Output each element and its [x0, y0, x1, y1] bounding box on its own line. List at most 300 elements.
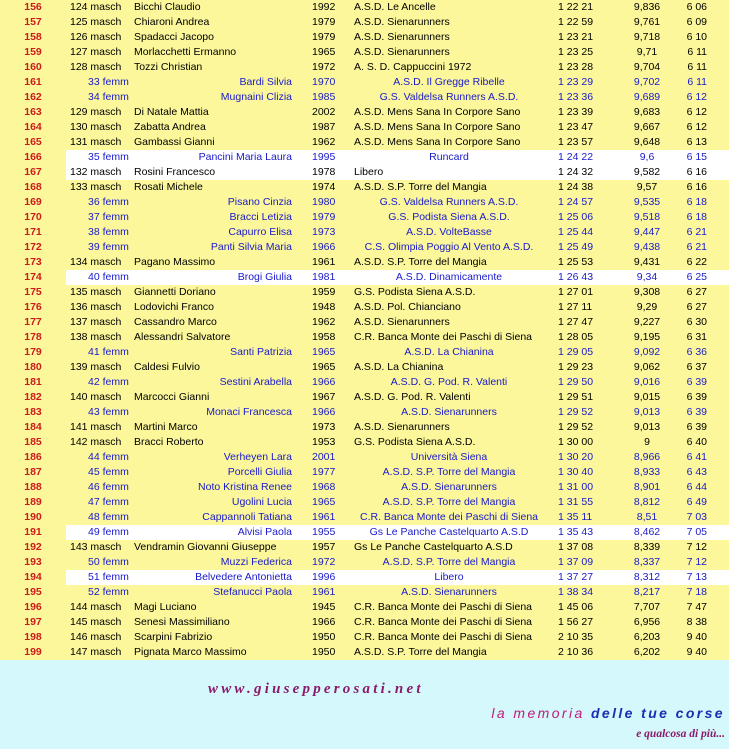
- team-cell: Gs Le Panche Castelquarto A.S.D: [350, 540, 548, 555]
- category-cell: 127 masch: [66, 45, 132, 60]
- time-cell: 1 23 39: [548, 105, 620, 120]
- speed-cell: 9,704: [620, 60, 674, 75]
- speed-cell: 9,195: [620, 330, 674, 345]
- speed-cell: 8,217: [620, 585, 674, 600]
- team-cell: A. S. D. Cappuccini 1972: [350, 60, 548, 75]
- position-cell: 177: [0, 315, 66, 330]
- name-cell: Lodovichi Franco: [132, 300, 306, 315]
- team-cell: A.S.D. Il Gregge Ribelle: [350, 75, 548, 90]
- position-cell: 161: [0, 75, 66, 90]
- category-cell: 125 masch: [66, 15, 132, 30]
- footer: [0, 668, 729, 749]
- time-cell: 1 23 36: [548, 90, 620, 105]
- team-cell: C.R. Banca Monte dei Paschi di Siena: [350, 600, 548, 615]
- time-cell: 1 30 20: [548, 450, 620, 465]
- category-cell: 36 femm: [66, 195, 132, 210]
- speed-cell: 9,761: [620, 15, 674, 30]
- name-cell: Muzzi Federica: [132, 555, 306, 570]
- position-cell: 180: [0, 360, 66, 375]
- team-cell: Gs Le Panche Castelquarto A.S.D: [350, 525, 548, 540]
- position-cell: 173: [0, 255, 66, 270]
- team-cell: C.R. Banca Monte dei Paschi di Siena: [350, 615, 548, 630]
- name-cell: Alvisi Paola: [132, 525, 306, 540]
- category-cell: 124 masch: [66, 0, 132, 15]
- table-row: [0, 630, 729, 645]
- position-cell: 158: [0, 30, 66, 45]
- category-cell: 39 femm: [66, 240, 132, 255]
- category-cell: 138 masch: [66, 330, 132, 345]
- team-cell: A.S.D. Dinamicamente: [350, 270, 548, 285]
- position-cell: 189: [0, 495, 66, 510]
- pace-cell: 6 10: [674, 30, 729, 45]
- team-cell: Libero: [350, 570, 548, 585]
- year-cell: 1981: [306, 270, 350, 285]
- pace-cell: 6 21: [674, 240, 729, 255]
- position-cell: 191: [0, 525, 66, 540]
- name-cell: Sestini Arabella: [132, 375, 306, 390]
- year-cell: 1962: [306, 315, 350, 330]
- position-cell: 184: [0, 420, 66, 435]
- category-cell: 135 masch: [66, 285, 132, 300]
- team-cell: Runcard: [350, 150, 548, 165]
- category-cell: 134 masch: [66, 255, 132, 270]
- name-cell: Belvedere Antonietta: [132, 570, 306, 585]
- pace-cell: 6 09: [674, 15, 729, 30]
- year-cell: 1955: [306, 525, 350, 540]
- pace-cell: 6 31: [674, 330, 729, 345]
- year-cell: 1959: [306, 285, 350, 300]
- table-row: [0, 600, 729, 615]
- name-cell: Di Natale Mattia: [132, 105, 306, 120]
- team-cell: A.S.D. VolteBasse: [350, 225, 548, 240]
- year-cell: 1965: [306, 360, 350, 375]
- time-cell: 1 38 34: [548, 585, 620, 600]
- category-cell: 50 femm: [66, 555, 132, 570]
- name-cell: Spadacci Jacopo: [132, 30, 306, 45]
- time-cell: 1 24 38: [548, 180, 620, 195]
- team-cell: G.S. Podista Siena A.S.D.: [350, 285, 548, 300]
- time-cell: 1 23 57: [548, 135, 620, 150]
- speed-cell: 9,6: [620, 150, 674, 165]
- name-cell: Verheyen Lara: [132, 450, 306, 465]
- category-cell: 49 femm: [66, 525, 132, 540]
- name-cell: Magi Luciano: [132, 600, 306, 615]
- team-cell: A.S.D. Le Ancelle: [350, 0, 548, 15]
- speed-cell: 9,582: [620, 165, 674, 180]
- pace-cell: 6 16: [674, 165, 729, 180]
- position-cell: 171: [0, 225, 66, 240]
- pace-cell: 6 06: [674, 0, 729, 15]
- team-cell: A.S.D. Sienarunners: [350, 420, 548, 435]
- time-cell: 1 23 29: [548, 75, 620, 90]
- table-row: [0, 105, 729, 120]
- speed-cell: 8,462: [620, 525, 674, 540]
- pace-cell: 7 47: [674, 600, 729, 615]
- name-cell: Chiaroni Andrea: [132, 15, 306, 30]
- position-cell: 195: [0, 585, 66, 600]
- team-cell: A.S.D. S.P. Torre del Mangia: [350, 255, 548, 270]
- pace-cell: 6 43: [674, 465, 729, 480]
- year-cell: 1966: [306, 615, 350, 630]
- table-row: [0, 60, 729, 75]
- team-cell: G.S. Podista Siena A.S.D.: [350, 435, 548, 450]
- year-cell: 1962: [306, 135, 350, 150]
- speed-cell: 9,016: [620, 375, 674, 390]
- position-cell: 193: [0, 555, 66, 570]
- table-row: [0, 540, 729, 555]
- position-cell: 175: [0, 285, 66, 300]
- table-row: [0, 90, 729, 105]
- team-cell: A.S.D. Sienarunners: [350, 15, 548, 30]
- pace-cell: 6 12: [674, 120, 729, 135]
- team-cell: G.S. Valdelsa Runners A.S.D.: [350, 195, 548, 210]
- year-cell: 1992: [306, 0, 350, 15]
- time-cell: 1 30 00: [548, 435, 620, 450]
- year-cell: 1979: [306, 15, 350, 30]
- table-row: [0, 405, 729, 420]
- speed-cell: 9,535: [620, 195, 674, 210]
- year-cell: 1974: [306, 180, 350, 195]
- time-cell: 1 23 47: [548, 120, 620, 135]
- table-row: [0, 330, 729, 345]
- year-cell: 1996: [306, 570, 350, 585]
- pace-cell: 6 27: [674, 285, 729, 300]
- time-cell: 1 24 22: [548, 150, 620, 165]
- year-cell: 1972: [306, 60, 350, 75]
- year-cell: 1978: [306, 165, 350, 180]
- category-cell: 129 masch: [66, 105, 132, 120]
- pace-cell: 6 11: [674, 60, 729, 75]
- name-cell: Brogi Giulia: [132, 270, 306, 285]
- time-cell: 1 23 21: [548, 30, 620, 45]
- table-row: [0, 345, 729, 360]
- year-cell: 1961: [306, 255, 350, 270]
- name-cell: Giannetti Doriano: [132, 285, 306, 300]
- team-cell: A.S.D. Mens Sana In Corpore Sano: [350, 105, 548, 120]
- time-cell: 1 22 21: [548, 0, 620, 15]
- team-cell: A.S.D. Sienarunners: [350, 405, 548, 420]
- name-cell: Rosati Michele: [132, 180, 306, 195]
- team-cell: A.S.D. G. Pod. R. Valenti: [350, 375, 548, 390]
- speed-cell: 6,202: [620, 645, 674, 660]
- speed-cell: 9,57: [620, 180, 674, 195]
- team-cell: A.S.D. La Chianina: [350, 360, 548, 375]
- table-row: [0, 210, 729, 225]
- speed-cell: 9,718: [620, 30, 674, 45]
- position-cell: 178: [0, 330, 66, 345]
- year-cell: 1966: [306, 375, 350, 390]
- position-cell: 165: [0, 135, 66, 150]
- pace-cell: 7 05: [674, 525, 729, 540]
- team-cell: C.R. Banca Monte dei Paschi di Siena: [350, 330, 548, 345]
- name-cell: Bicchi Claudio: [132, 0, 306, 15]
- pace-cell: 6 15: [674, 150, 729, 165]
- position-cell: 159: [0, 45, 66, 60]
- year-cell: 1945: [306, 600, 350, 615]
- position-cell: 172: [0, 240, 66, 255]
- category-cell: 38 femm: [66, 225, 132, 240]
- name-cell: Porcelli Giulia: [132, 465, 306, 480]
- category-cell: 35 femm: [66, 150, 132, 165]
- speed-cell: 9,438: [620, 240, 674, 255]
- name-cell: Morlacchetti Ermanno: [132, 45, 306, 60]
- time-cell: 1 30 40: [548, 465, 620, 480]
- name-cell: Stefanucci Paola: [132, 585, 306, 600]
- year-cell: 1961: [306, 585, 350, 600]
- position-cell: 196: [0, 600, 66, 615]
- pace-cell: 6 21: [674, 225, 729, 240]
- speed-cell: 9,447: [620, 225, 674, 240]
- time-cell: 1 29 52: [548, 420, 620, 435]
- time-cell: 1 31 55: [548, 495, 620, 510]
- category-cell: 128 masch: [66, 60, 132, 75]
- table-row: [0, 435, 729, 450]
- position-cell: 183: [0, 405, 66, 420]
- time-cell: 1 45 06: [548, 600, 620, 615]
- time-cell: 1 29 51: [548, 390, 620, 405]
- table-row: [0, 15, 729, 30]
- category-cell: 51 femm: [66, 570, 132, 585]
- time-cell: 1 22 59: [548, 15, 620, 30]
- year-cell: 1965: [306, 495, 350, 510]
- year-cell: 1966: [306, 240, 350, 255]
- table-row: [0, 510, 729, 525]
- pace-cell: 6 12: [674, 105, 729, 120]
- name-cell: Pignata Marco Massimo: [132, 645, 306, 660]
- team-cell: A.S.D. Pol. Chianciano: [350, 300, 548, 315]
- time-cell: 1 27 01: [548, 285, 620, 300]
- name-cell: Marcocci Gianni: [132, 390, 306, 405]
- speed-cell: 9,013: [620, 420, 674, 435]
- team-cell: C.S. Olimpia Poggio Al Vento A.S.D.: [350, 240, 548, 255]
- name-cell: Caldesi Fulvio: [132, 360, 306, 375]
- pace-cell: 6 16: [674, 180, 729, 195]
- year-cell: 1950: [306, 630, 350, 645]
- pace-cell: 6 22: [674, 255, 729, 270]
- time-cell: 1 29 23: [548, 360, 620, 375]
- name-cell: Martini Marco: [132, 420, 306, 435]
- time-cell: 1 25 44: [548, 225, 620, 240]
- team-cell: A.S.D. Sienarunners: [350, 315, 548, 330]
- position-cell: 166: [0, 150, 66, 165]
- pace-cell: 9 40: [674, 645, 729, 660]
- category-cell: 46 femm: [66, 480, 132, 495]
- position-cell: 157: [0, 15, 66, 30]
- position-cell: 156: [0, 0, 66, 15]
- team-cell: G.S. Valdelsa Runners A.S.D.: [350, 90, 548, 105]
- category-cell: 33 femm: [66, 75, 132, 90]
- name-cell: Tozzi Christian: [132, 60, 306, 75]
- category-cell: 47 femm: [66, 495, 132, 510]
- pace-cell: 7 12: [674, 540, 729, 555]
- team-cell: A.S.D. G. Pod. R. Valenti: [350, 390, 548, 405]
- position-cell: 176: [0, 300, 66, 315]
- table-row: [0, 150, 729, 165]
- time-cell: 1 24 57: [548, 195, 620, 210]
- time-cell: 2 10 36: [548, 645, 620, 660]
- time-cell: 1 28 05: [548, 330, 620, 345]
- position-cell: 170: [0, 210, 66, 225]
- table-row: [0, 450, 729, 465]
- pace-cell: 6 39: [674, 420, 729, 435]
- pace-cell: 6 30: [674, 315, 729, 330]
- category-cell: 44 femm: [66, 450, 132, 465]
- speed-cell: 9,702: [620, 75, 674, 90]
- speed-cell: 8,966: [620, 450, 674, 465]
- team-cell: A.S.D. S.P. Torre del Mangia: [350, 495, 548, 510]
- time-cell: 1 31 00: [548, 480, 620, 495]
- speed-cell: 9,34: [620, 270, 674, 285]
- name-cell: Cassandro Marco: [132, 315, 306, 330]
- team-cell: Università Siena: [350, 450, 548, 465]
- year-cell: 1987: [306, 120, 350, 135]
- table-row: [0, 120, 729, 135]
- speed-cell: 9,518: [620, 210, 674, 225]
- team-cell: A.S.D. S.P. Torre del Mangia: [350, 180, 548, 195]
- team-cell: A.S.D. La Chianina: [350, 345, 548, 360]
- table-row: [0, 645, 729, 660]
- category-cell: 37 femm: [66, 210, 132, 225]
- position-cell: 188: [0, 480, 66, 495]
- position-cell: 168: [0, 180, 66, 195]
- speed-cell: 7,707: [620, 600, 674, 615]
- table-row: [0, 585, 729, 600]
- name-cell: Zabatta Andrea: [132, 120, 306, 135]
- year-cell: 1979: [306, 30, 350, 45]
- speed-cell: 8,339: [620, 540, 674, 555]
- category-cell: 130 masch: [66, 120, 132, 135]
- name-cell: Santi Patrizia: [132, 345, 306, 360]
- position-cell: 198: [0, 630, 66, 645]
- year-cell: 1961: [306, 510, 350, 525]
- year-cell: 1985: [306, 90, 350, 105]
- tagline: [491, 705, 725, 721]
- position-cell: 182: [0, 390, 66, 405]
- table-row: [0, 525, 729, 540]
- table-row: [0, 285, 729, 300]
- position-cell: 163: [0, 105, 66, 120]
- speed-cell: 9,648: [620, 135, 674, 150]
- speed-cell: 8,337: [620, 555, 674, 570]
- category-cell: 139 masch: [66, 360, 132, 375]
- table-row: [0, 240, 729, 255]
- table-row: [0, 45, 729, 60]
- site-link[interactable]: www.giusepperosati.net: [208, 681, 424, 697]
- position-cell: 179: [0, 345, 66, 360]
- year-cell: 1973: [306, 420, 350, 435]
- position-cell: 190: [0, 510, 66, 525]
- year-cell: 1957: [306, 540, 350, 555]
- year-cell: 1965: [306, 345, 350, 360]
- speed-cell: 9,015: [620, 390, 674, 405]
- position-cell: 181: [0, 375, 66, 390]
- table-row: [0, 195, 729, 210]
- team-cell: A.S.D. Sienarunners: [350, 480, 548, 495]
- pace-cell: 6 39: [674, 405, 729, 420]
- tagline-sub: e qualcosa di più...: [636, 728, 725, 740]
- year-cell: 1972: [306, 555, 350, 570]
- pace-cell: 6 39: [674, 390, 729, 405]
- pace-cell: 6 18: [674, 195, 729, 210]
- team-cell: A.S.D. S.P. Torre del Mangia: [350, 645, 548, 660]
- pace-cell: 9 40: [674, 630, 729, 645]
- year-cell: 1966: [306, 405, 350, 420]
- table-row: [0, 135, 729, 150]
- category-cell: 145 masch: [66, 615, 132, 630]
- table-row: [0, 255, 729, 270]
- year-cell: 1979: [306, 210, 350, 225]
- speed-cell: 9,013: [620, 405, 674, 420]
- speed-cell: 9,227: [620, 315, 674, 330]
- position-cell: 185: [0, 435, 66, 450]
- position-cell: 192: [0, 540, 66, 555]
- table-row: [0, 495, 729, 510]
- speed-cell: 9,836: [620, 0, 674, 15]
- year-cell: 1953: [306, 435, 350, 450]
- category-cell: 43 femm: [66, 405, 132, 420]
- time-cell: 1 29 50: [548, 375, 620, 390]
- category-cell: 132 masch: [66, 165, 132, 180]
- category-cell: 48 femm: [66, 510, 132, 525]
- team-cell: A.S.D. Sienarunners: [350, 45, 548, 60]
- name-cell: Senesi Massimiliano: [132, 615, 306, 630]
- time-cell: 1 56 27: [548, 615, 620, 630]
- time-cell: 1 29 52: [548, 405, 620, 420]
- category-cell: 140 masch: [66, 390, 132, 405]
- pace-cell: 6 25: [674, 270, 729, 285]
- time-cell: 1 23 28: [548, 60, 620, 75]
- position-cell: 174: [0, 270, 66, 285]
- speed-cell: 9,689: [620, 90, 674, 105]
- category-cell: 143 masch: [66, 540, 132, 555]
- time-cell: 1 29 05: [548, 345, 620, 360]
- tagline-part1: la memoria: [491, 705, 585, 721]
- name-cell: Scarpini Fabrizio: [132, 630, 306, 645]
- year-cell: 1967: [306, 390, 350, 405]
- table-row: [0, 165, 729, 180]
- position-cell: 160: [0, 60, 66, 75]
- name-cell: Noto Kristina Renee: [132, 480, 306, 495]
- category-cell: 142 masch: [66, 435, 132, 450]
- table-row: [0, 300, 729, 315]
- pace-cell: 6 40: [674, 435, 729, 450]
- speed-cell: 9,431: [620, 255, 674, 270]
- speed-cell: 8,51: [620, 510, 674, 525]
- year-cell: 1948: [306, 300, 350, 315]
- year-cell: 1977: [306, 465, 350, 480]
- speed-cell: 8,312: [620, 570, 674, 585]
- table-row: [0, 555, 729, 570]
- year-cell: 2002: [306, 105, 350, 120]
- speed-cell: 9,29: [620, 300, 674, 315]
- table-row: [0, 390, 729, 405]
- team-cell: G.S. Podista Siena A.S.D.: [350, 210, 548, 225]
- name-cell: Vendramin Giovanni Giuseppe: [132, 540, 306, 555]
- time-cell: 1 35 11: [548, 510, 620, 525]
- position-cell: 167: [0, 165, 66, 180]
- time-cell: 1 37 09: [548, 555, 620, 570]
- time-cell: 1 37 27: [548, 570, 620, 585]
- category-cell: 126 masch: [66, 30, 132, 45]
- table-row: [0, 480, 729, 495]
- name-cell: Monaci Francesca: [132, 405, 306, 420]
- position-cell: 186: [0, 450, 66, 465]
- pace-cell: 6 36: [674, 345, 729, 360]
- pace-cell: 6 13: [674, 135, 729, 150]
- time-cell: 1 25 49: [548, 240, 620, 255]
- name-cell: Capurro Elisa: [132, 225, 306, 240]
- team-cell: Libero: [350, 165, 548, 180]
